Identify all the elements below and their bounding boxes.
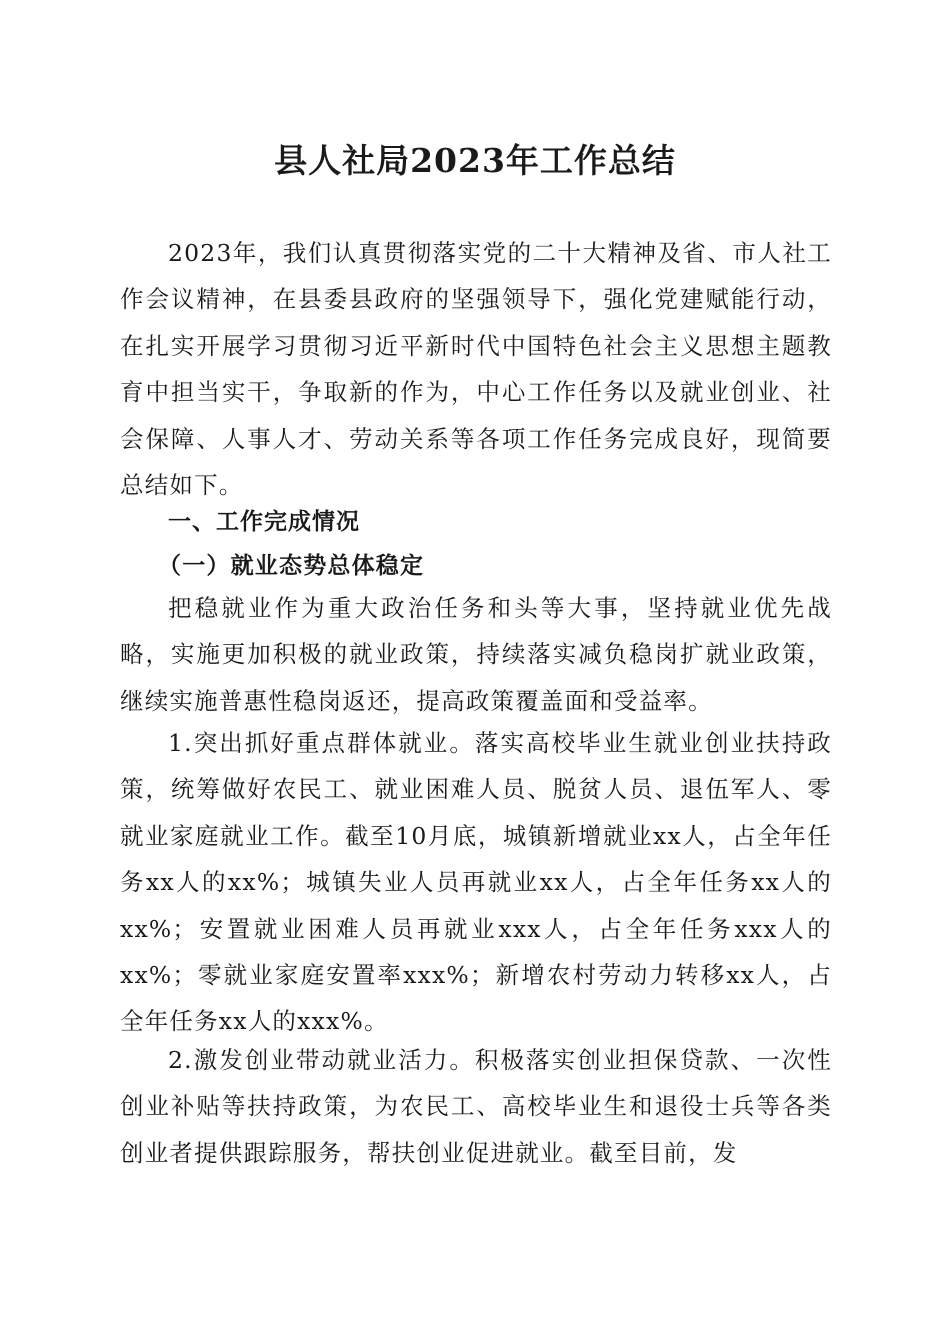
key-groups-employment-paragraph: 1.突出抓好重点群体就业。落实高校毕业生就业创业扶持政策，统筹做好农民工、就业困难人员、脱贫人员、退伍军人、零就业家庭就业工作。截至10月底，城镇新增就业xx人，占全年任务xx人的xx%；城镇失业人员再就业xx人，占全年任务xx人的xx%；安置就业困难人员再就业xxx人，占全年任务xxx人的xx%；零就业家庭安置率xxx%；新增农村劳动力转移xx人，占全年任务xx人的xxx%。 — [120, 729, 832, 1036]
employment-policy-paragraph: 把稳就业作为重大政治任务和头等大事，坚持就业优先战略，实施更加积极的就业政策，持续落实减负稳岗扩就业政策，继续实施普惠性稳岗返还，提高政策覆盖面和受益率。 — [120, 594, 832, 715]
subsection-heading-employment-stable: （一）就业态势总体稳定 — [158, 552, 425, 579]
section-heading-work-completion: 一、工作完成情况 — [168, 509, 360, 535]
entrepreneurship-paragraph: 2.激发创业带动就业活力。积极落实创业担保贷款、一次性创业补贴等扶持政策，为农民工、高校毕业生和退役士兵等各类创业者提供跟踪服务，帮扶创业促进就业。截至目前，发 — [120, 1046, 832, 1167]
intro-paragraph: 2023年，我们认真贯彻落实党的二十大精神及省、市人社工作会议精神，在县委县政府的坚强领导下，强化党建赋能行动，在扎实开展学习贯彻习近平新时代中国特色社会主义思想主题教育中担当实干，争取新的作为，中心工作任务以及就业创业、社会保障、人事人才、劳动关系等各项工作任务完成良好，现简要总结如下。 — [120, 239, 832, 500]
document-title: 县人社局2023年工作总结 — [274, 141, 676, 180]
